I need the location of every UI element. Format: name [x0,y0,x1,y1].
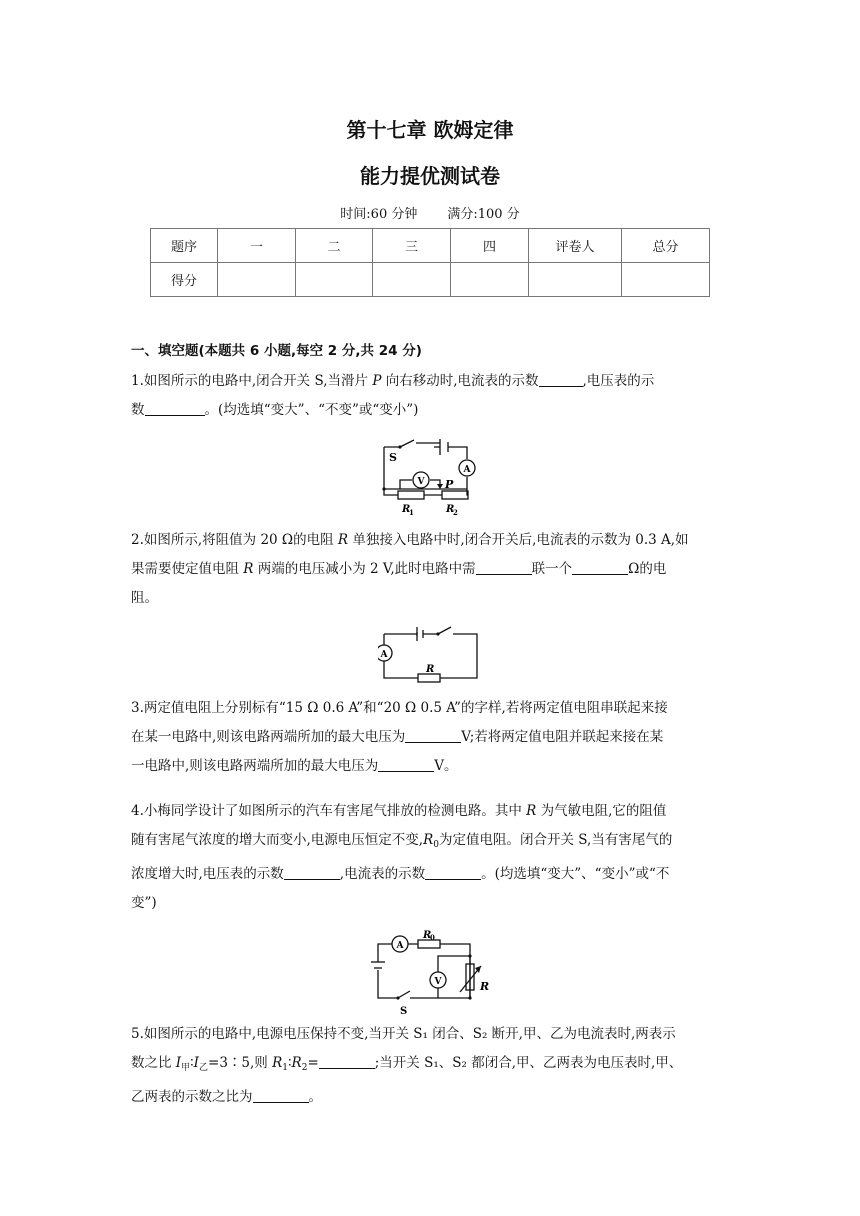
table-cell: 题序 [151,229,218,263]
table-cell: 总分 [622,229,710,263]
score-input-cell[interactable] [529,263,622,297]
test-title: 能力提优测试卷 [360,164,500,188]
score-input-cell[interactable] [296,263,373,297]
answer-blank[interactable] [425,864,481,880]
voltmeter-label: V [417,477,425,487]
question-line: 一电路中,则该电路两端所加的最大电压为 V。 [131,758,458,774]
table-cell: 得分 [151,263,218,297]
question-4 [131,797,731,918]
question-line: 果需要使定值电阻 R 两端的电压减小为 2 V,此时电路中需 联一个 Ω的电 [131,561,667,577]
question-3 [131,694,731,781]
question-line: 数 。(均选填“变大”、“不变”或“变小”) [131,402,419,418]
question-line: 浓度增大时,电压表的示数 ,电流表的示数 。(均选填“变大”、“变小”或“不 [131,866,670,882]
section-heading: 一、填空题(本题共 6 小题,每空 2 分,共 24 分) [131,343,422,359]
answer-blank[interactable] [145,400,205,416]
table-cell: 三 [373,229,451,263]
circuit-diagram-4 [370,928,492,1018]
question-line: 4.小梅同学设计了如图所示的汽车有害尾气排放的检测电路。其中 R 为气敏电阻,它的阻值 [131,803,667,819]
question-line: 2.如图所示,将阻值为 20 Ω的电阻 R 单独接入电路中时,闭合开关后,电流表的示数为 0.3 A,如 [131,532,689,548]
answer-blank[interactable] [253,1087,309,1103]
answer-blank[interactable] [539,371,583,387]
exam-full-score: 满分:100 分 [447,207,520,222]
exam-time: 时间:60 分钟 [340,207,418,222]
circuit-diagram-1 [378,432,490,518]
resistor-label-sub: 2 [453,508,458,517]
ammeter-label: A [380,650,388,660]
exam-meta [0,203,860,222]
score-table [150,228,710,297]
question-line: 数之比 $I_甲∶I_乙=3∶5$,则 $R_1∶R_2=$ ;当开关 S₁、S₂ 都闭合,甲、乙两表为电压表时,甲、 [131,1055,683,1073]
ammeter-label: A [463,465,471,475]
question-line: 变”) [131,895,157,911]
answer-blank[interactable] [284,864,340,880]
voltmeter-label: V [434,977,442,987]
answer-blank[interactable] [572,559,628,575]
switch-label: S [400,1006,408,1017]
answer-blank[interactable] [378,756,434,772]
table-cell: 一 [218,229,296,263]
question-line: 5.如图所示的电路中,电源电压保持不变,当开关 S₁ 闭合、S₂ 断开,甲、乙为电流表时,两表示 [131,1026,676,1042]
score-input-cell[interactable] [622,263,710,297]
question-line: 乙两表的示数之比为 。 [131,1089,322,1105]
answer-blank[interactable] [319,1053,375,1069]
resistor-label-sub: 0 [430,933,435,942]
score-input-cell[interactable] [218,263,296,297]
question-2 [131,526,731,613]
score-input-cell[interactable] [373,263,451,297]
table-cell: 评卷人 [529,229,622,263]
question-line: 随有害尾气浓度的增大而变小,电源电压恒定不变$,R_0$为定值电阻。闭合开关 S,当有害尾气的 [131,832,673,850]
switch-label: S [389,451,397,464]
question-line: 阻。 [131,590,158,606]
resistor-label: R [423,930,432,941]
answer-blank[interactable] [476,559,532,575]
resistor-label: R [446,504,455,515]
resistor-label-sub: 1 [409,508,414,517]
slider-label: P [445,478,454,491]
circuit-diagram-2 [378,622,480,690]
score-table-score-row [151,263,710,297]
question-1 [131,367,731,425]
question-line: 3.两定值电阻上分别标有“15 Ω 0.6 A”和“20 Ω 0.5 A”的字样,若将两定值电阻串联起来接 [131,700,668,716]
chapter-title: 第十七章 欧姆定律 [346,118,514,142]
table-cell: 四 [451,229,529,263]
table-cell: 二 [296,229,373,263]
gas-sensor-label: R [480,980,490,993]
resistor-label: R [402,504,411,515]
score-input-cell[interactable] [451,263,529,297]
score-table-header-row [151,229,710,263]
ammeter-label: A [396,941,404,951]
resistor-label: R [426,664,435,675]
question-5 [131,1020,731,1112]
answer-blank[interactable] [405,727,461,743]
question-line: 在某一电路中,则该电路两端所加的最大电压为 V;若将两定值电阻并联起来接在某 [131,729,664,745]
question-line: 1.如图所示的电路中,闭合开关 S,当滑片 P 向右移动时,电流表的示数 ,电压表的示 [131,373,655,389]
